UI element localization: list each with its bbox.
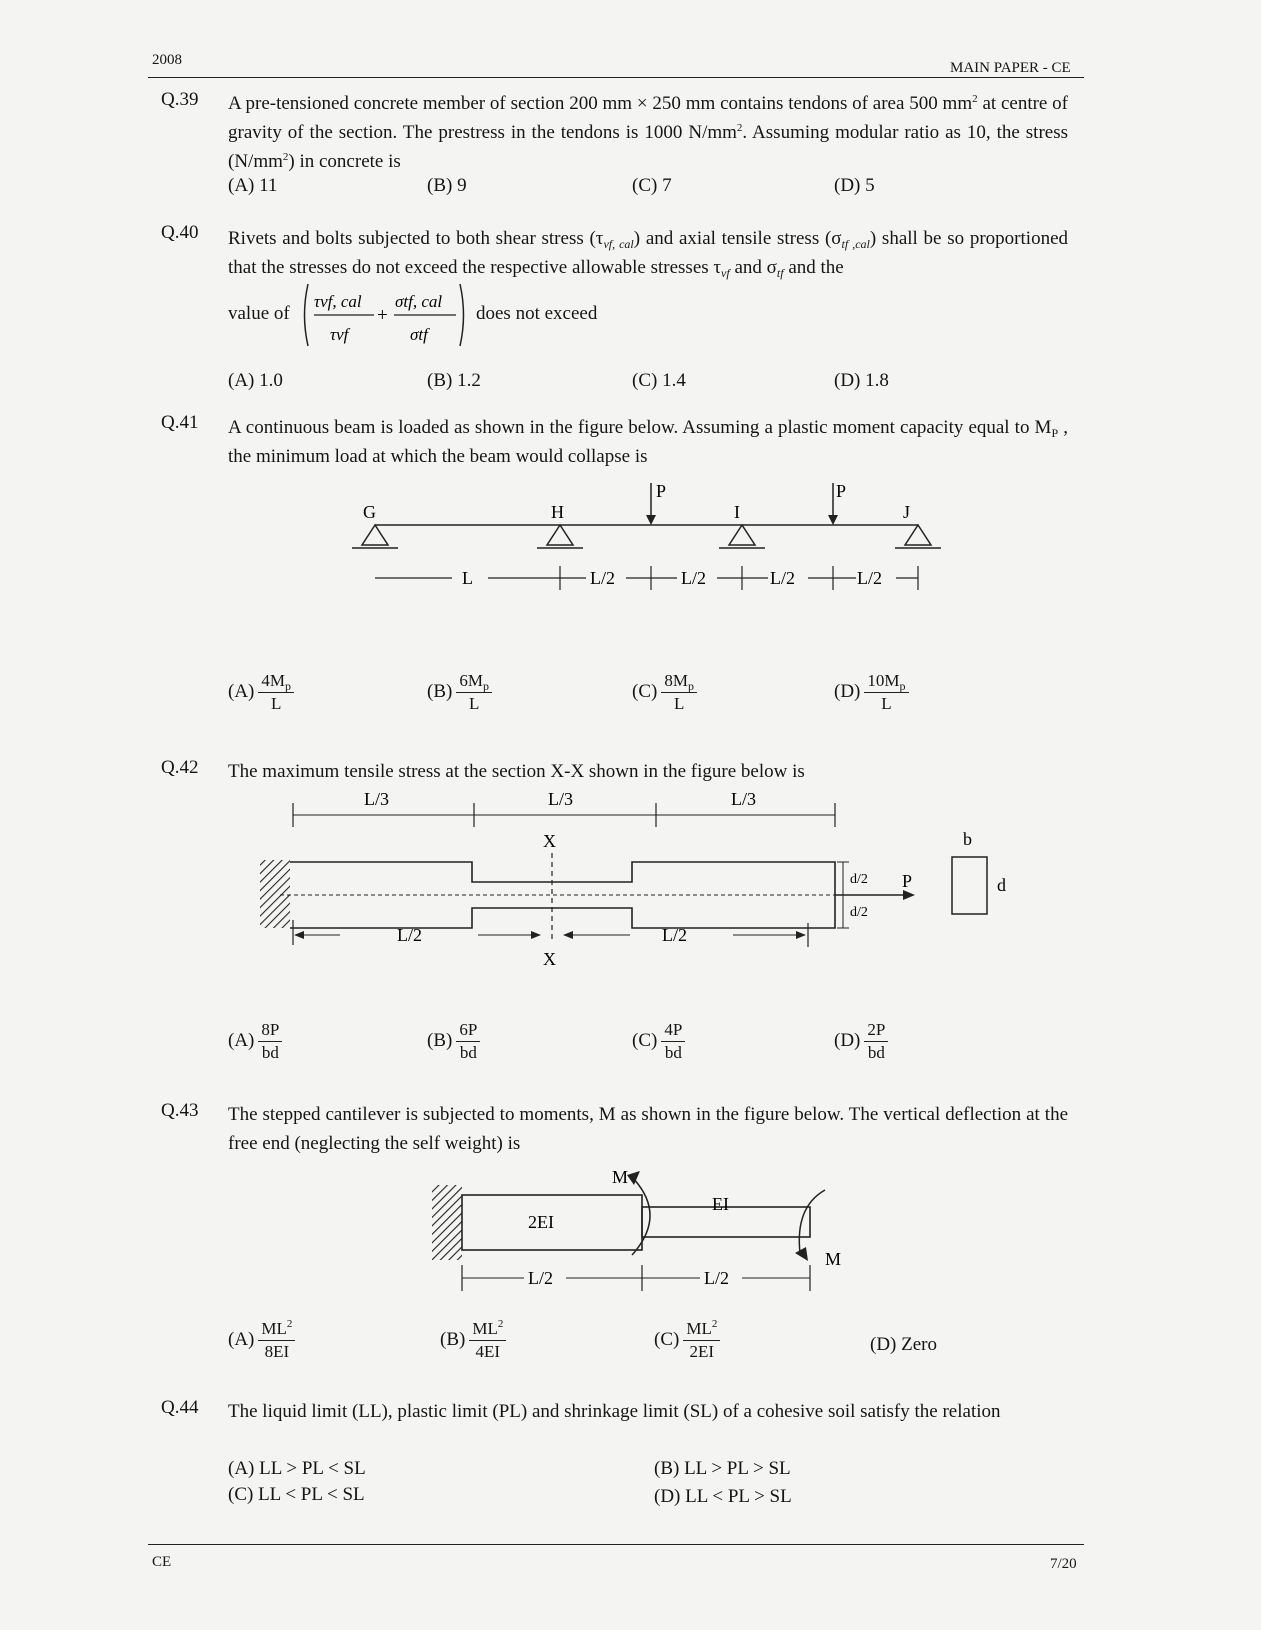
half-label-2: L/2 <box>662 925 687 945</box>
q41-option-c: (C) $\frac{8M_p}{L}$ <box>632 670 697 715</box>
axial-load-label: P <box>902 871 913 891</box>
moment-label-end: M <box>825 1249 842 1269</box>
support-i-icon <box>729 525 755 545</box>
moment-label-mid: M <box>612 1167 629 1187</box>
q40-frac1-den: τvf <box>330 325 349 344</box>
dim-arrow-mid-right-icon <box>531 931 541 939</box>
exam-year: 2008 <box>152 52 182 68</box>
load-arrow-icon <box>903 890 915 900</box>
q40-text: Rivets and bolts subjected to both shear stress $(\tau_{vf, cal})$ and axial tensile stress $(\sigma_{tf ,cal})$ shall be so proportioned that the stresses do not exceed the respective allowable stresses $\tau_{vf}$ and $\sigma_{tf}$ and the <box>228 228 1069 280</box>
q44-text: The liquid limit (LL), plastic limit (PL) and shrinkage limit (SL) of a cohesive soil satisfy the relation <box>228 1401 1001 1422</box>
q43-text: The stepped cantilever is subjected to moments, M as shown in the figure below. The vertical deflection at the free end (neglecting the self weight) is <box>228 1104 1068 1154</box>
q40-plus: + <box>377 305 388 326</box>
q40-number: Q.40 <box>161 222 199 243</box>
span-label-5: L/2 <box>857 568 882 588</box>
section-label-bottom: X <box>543 949 556 969</box>
q41-text: A continuous beam is loaded as shown in the figure below. Assuming a plastic moment capacity equal to $M_P$ , the minimum load at which the beam would collapse is <box>228 417 1069 467</box>
dim-arrow-left-icon <box>294 931 304 939</box>
cross-section-rect <box>952 857 987 914</box>
q42-beam-figure <box>0 785 1261 995</box>
section-depth-d: d <box>997 875 1006 895</box>
support-label-g: G <box>363 502 376 522</box>
q40-frac1-num: τvf, cal <box>314 292 362 311</box>
q43-option-c: (C) $\frac{ML^2}{2EI}$ <box>654 1318 720 1363</box>
q40-does-not-exceed: does not exceed <box>476 303 598 324</box>
support-label-h: H <box>551 502 564 522</box>
q41-option-d: (D) $\frac{10M_p}{L}$ <box>834 670 909 715</box>
q40-frac2-den: σtf <box>410 325 428 344</box>
span-label-4: L/2 <box>770 568 795 588</box>
q43-option-b: (B) $\frac{ML^2}{4EI}$ <box>440 1318 506 1363</box>
support-j-icon <box>905 525 931 545</box>
span-label-1: L <box>462 568 473 588</box>
q39-option-a: (A) 11 <box>228 175 278 196</box>
third-label-1: L/3 <box>364 789 389 809</box>
support-label-i: I <box>734 502 740 522</box>
span-label-2: L/2 <box>704 1268 729 1288</box>
q43-cantilever-figure <box>0 1165 1261 1300</box>
q39-number: Q.39 <box>161 89 199 110</box>
header-rule <box>148 77 1084 78</box>
moment-arc-mid <box>632 1177 650 1255</box>
support-g-icon <box>362 525 388 545</box>
q39-option-c: (C) 7 <box>632 175 672 196</box>
q42-option-d: (D) $\frac{2P}{bd}$ <box>834 1019 888 1064</box>
q40-frac2-num: σtf, cal <box>395 292 443 311</box>
moment-arrow-end-icon <box>795 1247 808 1261</box>
q40-option-d: (D) 1.8 <box>834 370 889 391</box>
q40-option-b: (B) 1.2 <box>427 370 481 391</box>
third-label-2: L/3 <box>548 789 573 809</box>
q40-fraction-expression <box>300 282 475 348</box>
support-label-j: J <box>903 502 911 522</box>
q41-option-a: (A) $\frac{4M_p}{L}$ <box>228 670 294 715</box>
q44-option-b: (B) LL > PL > SL <box>654 1458 791 1479</box>
q44-option-c: (C) LL < PL < SL <box>228 1484 365 1505</box>
paper-title: MAIN PAPER - CE <box>950 60 1071 76</box>
dim-arrow-right-icon <box>796 931 806 939</box>
q43-option-a: (A) $\frac{ML^2}{8EI}$ <box>228 1318 295 1363</box>
footer-code: CE <box>152 1554 172 1570</box>
q42-option-b: (B) $\frac{6P}{bd}$ <box>427 1019 480 1064</box>
q43-number: Q.43 <box>161 1100 199 1121</box>
span-label-2: L/2 <box>590 568 615 588</box>
third-label-3: L/3 <box>731 789 756 809</box>
span-label-3: L/2 <box>681 568 706 588</box>
fixed-support-icon <box>432 1185 462 1260</box>
q40-option-a: (A) 1.0 <box>228 370 283 391</box>
q43-option-d: (D) Zero <box>870 1334 937 1355</box>
load-label-2: P <box>836 481 847 501</box>
q40-option-c: (C) 1.4 <box>632 370 686 391</box>
half-label-1: L/2 <box>397 925 422 945</box>
q42-option-a: (A) $\frac{8P}{bd}$ <box>228 1019 282 1064</box>
q44-option-d: (D) LL < PL > SL <box>654 1486 792 1507</box>
dim-arrow-mid-left-icon <box>563 931 573 939</box>
d-half-label-2: d/2 <box>850 905 868 920</box>
load-label-1: P <box>656 481 667 501</box>
segment-2ei-label: 2EI <box>528 1212 554 1232</box>
page-number: 7/20 <box>1050 1556 1077 1572</box>
d-half-label-1: d/2 <box>850 872 868 887</box>
support-h-icon <box>547 525 573 545</box>
q40-value-of: value of <box>228 303 290 324</box>
q41-beam-figure <box>0 475 1261 610</box>
q42-text: The maximum tensile stress at the section X-X shown in the figure below is <box>228 761 805 782</box>
section-label-top: X <box>543 831 556 851</box>
q41-number: Q.41 <box>161 412 199 433</box>
load-arrow-2-icon <box>828 515 838 525</box>
section-width-b: b <box>963 829 972 849</box>
q41-option-b: (B) $\frac{6M_p}{L}$ <box>427 670 492 715</box>
q39-text: A pre-tensioned concrete member of section 200 mm × 250 mm contains tendons of area 500 $mm^2$ at centre of gravity of the section. The prestress in the tendons is 1000 $N/mm^2$. Assuming modular ratio as 10, the stress $(N/mm^2)$ in concrete is <box>228 93 1069 172</box>
fixed-support-icon <box>260 860 290 928</box>
span-label-1: L/2 <box>528 1268 553 1288</box>
load-arrow-1-icon <box>646 515 656 525</box>
q39-option-d: (D) 5 <box>834 175 875 196</box>
q42-number: Q.42 <box>161 757 199 778</box>
q39-option-b: (B) 9 <box>427 175 467 196</box>
q42-option-c: (C) $\frac{4P}{bd}$ <box>632 1019 685 1064</box>
q44-number: Q.44 <box>161 1397 199 1418</box>
q44-option-a: (A) LL > PL < SL <box>228 1458 366 1479</box>
moment-arc-end <box>799 1190 825 1253</box>
segment-ei-label: EI <box>712 1194 729 1214</box>
footer-rule <box>148 1544 1084 1545</box>
